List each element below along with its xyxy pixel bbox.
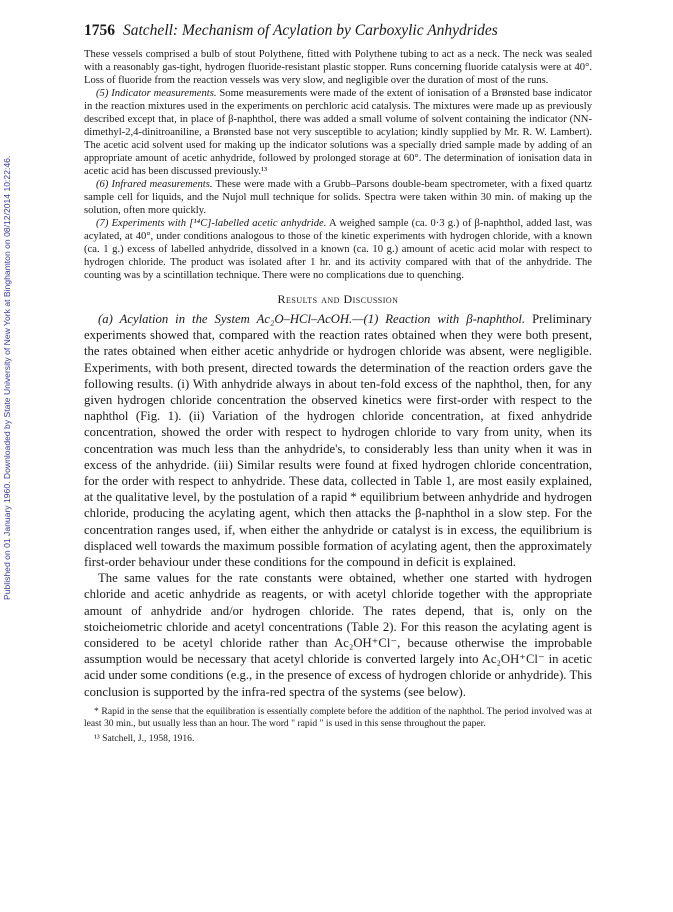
article-title: Mechanism of Acylation by Carboxylic Anhydrides: [181, 22, 498, 39]
labelled-text: A weighed sample (ca. 0·3 g.) of β-naphthol, added last, was acylated, at 40°, under conditions analogous to those of the kinetic experiments with hydrogen chloride, with a known (ca. 1 g.) excess of labelled anhydride, dissolved in a known (ca. 10 g.) amount of acetic acid molar with respect to hydrogen chloride. The product was isolated after 1 hr. and its activity compared with that of the anhydride. The counting was by a scintillation technique. There were no complications due to quenching.: [84, 218, 592, 281]
infrared-text: These were made with a Grubb–Parsons double-beam spectrometer, with a fixed quartz sample cell for liquids, and the Nujol mull technique for solids. Spectra were taken within 30 min. of making up the solution, often more quickly.: [84, 179, 592, 216]
paragraph-indicator: [84, 87, 592, 178]
results-section: [84, 311, 592, 700]
paragraph-rate-constants: The same values for the rate constants were obtained, whether one started with hydrogen chloride and acetic anhydride as reagents, or with acetyl chloride together with the appropriate amount of anhydride and/or hydrogen chloride. The rates depend, that is, only on the stoicheiometric chloride and acetyl concentrations (Table 2). For this reason the acylating agent is considered to be acetyl chloride rather than Ac₂OH⁺Cl⁻, because otherwise the improbable assumption would be necessary that acetyl chloride is converted largely into Ac₂OH⁺Cl⁻ in acetic acid under some conditions (e.g., in the presence of excess of hydrogen chloride or anhydride). This conclusion is supported by the infra-red spectra of the systems (see below).: [84, 571, 592, 699]
download-notice-sidebar: [2, 40, 16, 600]
labelled-label: (7) Experiments with [¹⁴C]-labelled acetic anhydride.: [96, 218, 327, 229]
indicator-label: (5) Indicator measurements.: [96, 88, 217, 99]
section-heading: Results and Discussion: [277, 292, 399, 306]
running-title: [123, 22, 498, 40]
acylation-text: Preliminary experiments showed that, compared with the reaction rates obtained when they were both present, the rates obtained when either acetic anhydride or hydrogen chloride was absent, were negligible. Experiments, with both present, directed towards the determination of the reaction orders gave the following results. (i) With anhydride always in about ten-fold excess of the naphthol, then, for any given hydrogen chloride concentration the observed kinetics were first-order with respect to the naphthol (Fig. 1). (ii) Variation of the hydrogen chloride concentration, at fixed anhydride concentration, showed the order with respect to hydrogen chloride to vary from unity, when its concentration was much less than the anhydride's, to considerably less than unity when it was in excess of the anhydride. (iii) Similar results were found at fixed hydrogen chloride concentration, for the order with respect to anhydride. These data, collected in Table 1, are most easily explained, at the qualitative level, by the postulation of a rapid * equilibrium between anhydride and hydrogen chloride, producing the acylating agent, which then attacks the β-naphthol in a slow step. For the concentration ranges used, if, when either the anhydride or catalyst is in excess, the equilibrium is displaced well towards the maximum possible formation of acylating agent, then the approximately first-order behaviour under these conditions for the compound in deficit is explained.: [84, 312, 592, 570]
download-notice-text: Published on 01 January 1960. Downloaded by State University of New York at Binghamton on 08/12/2014 10:22:46.: [2, 155, 12, 600]
infrared-label: (6) Infrared measurements.: [96, 179, 213, 190]
page-number: 1756: [84, 22, 115, 39]
author-name: Satchell:: [123, 22, 179, 39]
running-header: [84, 22, 592, 40]
paragraph-infrared: [84, 178, 592, 217]
article-page: [84, 22, 592, 745]
paragraph-labelled: [84, 217, 592, 282]
footnote-rapid: * Rapid in the sense that the equilibration is essentially complete before the addition of the naphthol. The period involved was at least 30 min., but usually less than an hour. The word " rapid " is used in this sense throughout the paper.: [84, 705, 592, 729]
experimental-section: [84, 48, 592, 282]
paragraph-vessels: These vessels comprised a bulb of stout Polythene, fitted with Polythene tubing to act as a neck. The neck was sealed with a reasonably gas-tight, hydrogen fluoride-resistant plastic stopper. Runs concerning fluoride catalysis were at 40°. Loss of fluoride from the reaction vessels was very slow, and negligible over the duration of most of the runs.: [84, 49, 592, 86]
paragraph-acylation: [84, 311, 592, 570]
acylation-label: (a) Acylation in the System Ac₂O–HCl–AcOH.—(1) Reaction with β-naphthol.: [98, 312, 526, 326]
reference-13: ¹³ Satchell, J., 1958, 1916.: [94, 733, 195, 745]
footnotes: [84, 706, 592, 745]
indicator-text: Some measurements were made of the extent of ionisation of a Brønsted base indicator in the reaction mixtures used in the experiments on perchloric acid catalysis. The mixtures were made up as previously described except that, in place of β-naphthol, there was added a small volume of solvent containing the indicator (NN-dimethyl-2,4-dinitroaniline, a Brønsted base not very susceptible to acylation; kindly supplied by Mr. R. W. Lambert). The acetic acid solvent used for making up the indicator solutions was a specially dried sample made by adding of an appropriate amount of acetic anhydride, followed by prolonged storage at 60°. The determination of ionisation data in acetic acid has been discussed previously.¹³: [84, 88, 592, 177]
